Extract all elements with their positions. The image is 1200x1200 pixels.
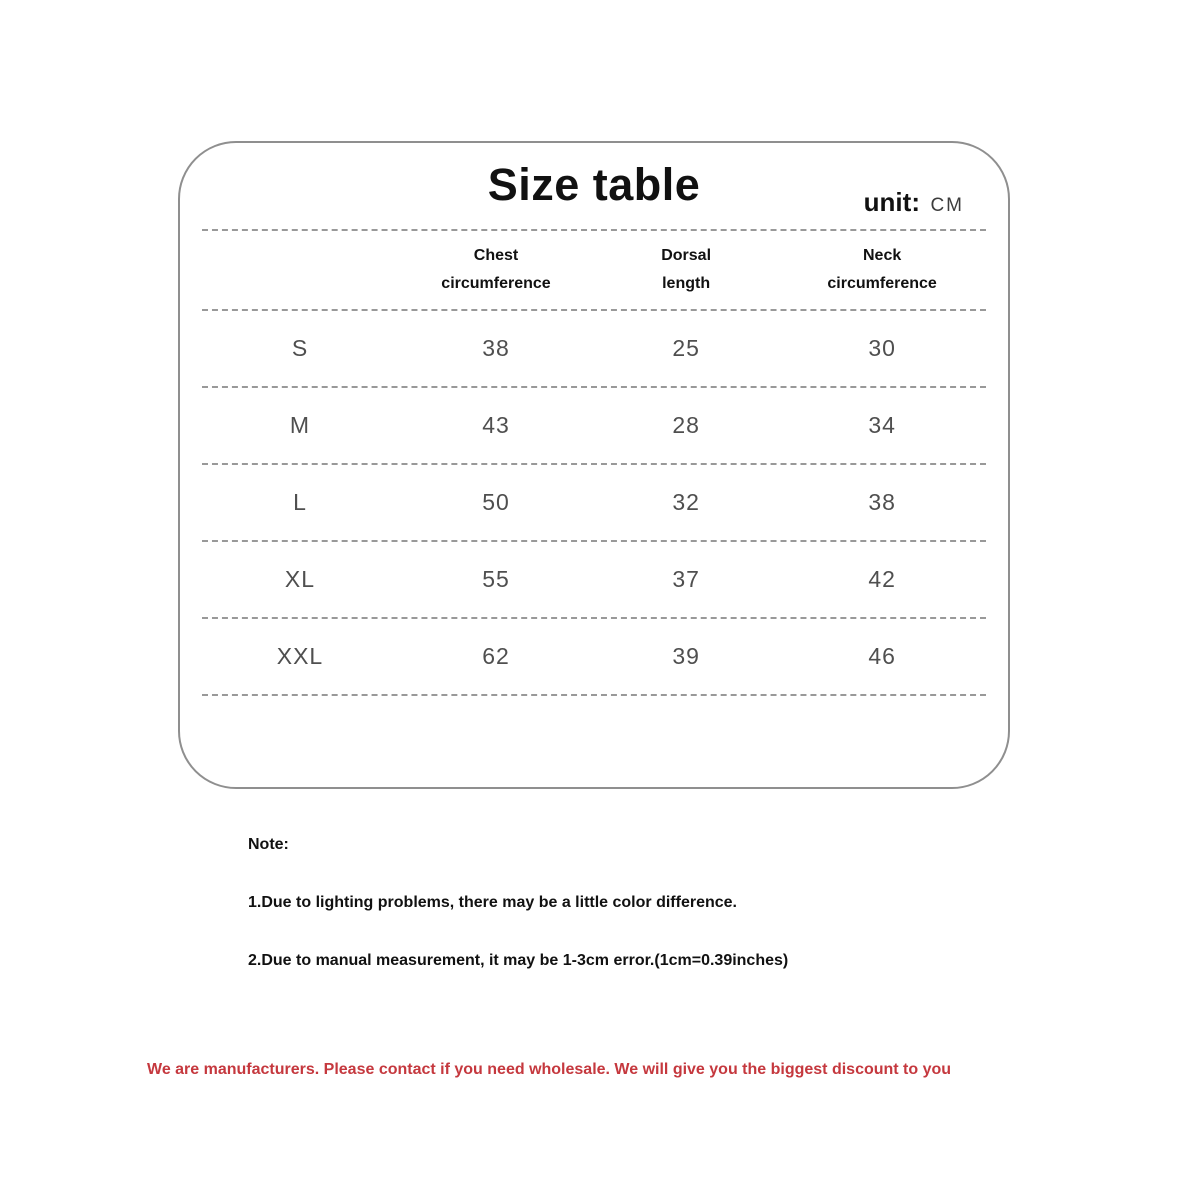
notes-section (248, 836, 788, 1010)
table-row-xl (202, 542, 986, 619)
dorsal-value: 37 (672, 566, 700, 592)
size-table-card (178, 141, 1010, 789)
dorsal-value: 25 (672, 335, 700, 361)
unit-indicator (864, 187, 964, 218)
chest-value: 62 (482, 643, 510, 669)
note-item-1: 1.Due to lighting problems, there may be a little color difference. (248, 894, 737, 911)
dorsal-value: 39 (672, 643, 700, 669)
neck-value: 42 (868, 566, 896, 592)
table-row-l (202, 465, 986, 542)
chest-value: 38 (482, 335, 510, 361)
unit-value: CM (930, 195, 964, 216)
column-header-line: circumference (827, 275, 937, 292)
table-header-row (202, 231, 986, 311)
column-header-line: circumference (441, 275, 551, 292)
card-title-row (202, 143, 986, 231)
table-row-xxl (202, 619, 986, 696)
column-header-line: Dorsal (661, 247, 712, 264)
size-label: XXL (276, 643, 324, 669)
neck-value: 38 (868, 489, 896, 515)
page-title: Size table (487, 159, 701, 210)
size-label: S (291, 335, 309, 361)
column-header-line: Neck (862, 247, 902, 264)
chest-value: 43 (482, 412, 510, 438)
column-header-neck (778, 242, 986, 298)
neck-value: 30 (868, 335, 896, 361)
size-label: M (289, 412, 311, 438)
chest-value: 50 (482, 489, 510, 515)
column-header-line: Chest (473, 247, 519, 264)
size-label: XL (284, 566, 316, 592)
chest-value: 55 (482, 566, 510, 592)
note-item-2: 2.Due to manual measurement, it may be 1-3cm error.(1cm=0.39inches) (248, 952, 789, 969)
size-label: L (293, 489, 307, 515)
dorsal-value: 32 (672, 489, 700, 515)
column-header-dorsal (594, 242, 778, 298)
wholesale-notice: We are manufacturers. Please contact if you need wholesale. We will give you the biggest discount to you (147, 1061, 952, 1078)
column-header-chest (398, 242, 594, 298)
column-header-line: length (662, 275, 711, 292)
size-table-card-inner (202, 143, 986, 696)
notes-heading: Note: (248, 836, 289, 853)
dorsal-value: 28 (672, 412, 700, 438)
table-row-s (202, 311, 986, 388)
neck-value: 46 (868, 643, 896, 669)
neck-value: 34 (868, 412, 896, 438)
unit-label: unit: (863, 187, 920, 217)
table-row-m (202, 388, 986, 465)
